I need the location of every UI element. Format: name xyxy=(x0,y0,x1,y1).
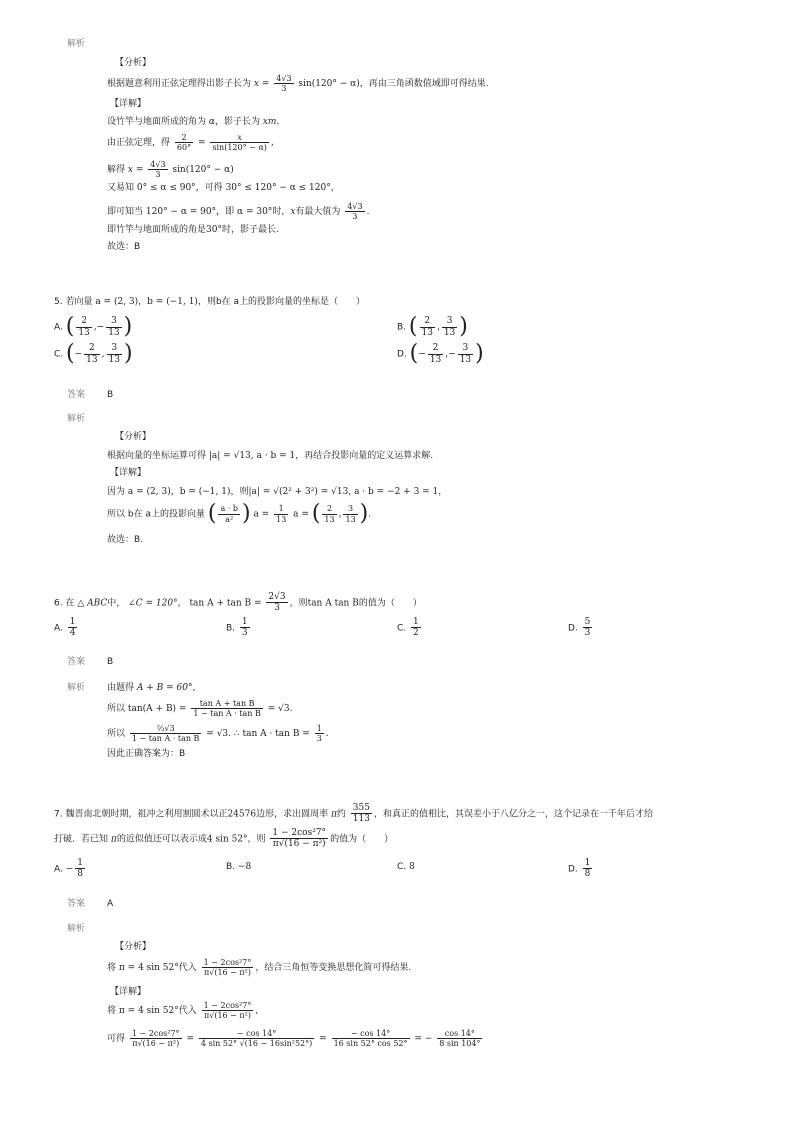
solution-line: 又易知 0° ≤ α ≤ 90°，可得 30° ≤ 120° − α ≤ 120°， xyxy=(107,183,340,193)
option-b[interactable]: B. $\frac{1}{3}$ xyxy=(226,617,248,639)
final-choice: 故选：B. xyxy=(107,535,144,545)
question-5-stem: 5. 若向量 a = (2, 3)，b = (−1, 1)，则b在 a上的投影向量的坐标是（ ） xyxy=(54,297,366,307)
solution-line: 所以 b在 a上的投影向量 ( $\frac{a \cdot b}{\text{a²}}$ ) a = $\frac{1}{13}$ a = ( $\frac{2}{13}$ , $\frac{3}{13}$ ). xyxy=(107,501,372,526)
option-d[interactable]: D. (− $\frac{2}{13}$ ,− $\frac{3}{13}$ ) xyxy=(397,341,484,366)
option-c[interactable]: C. 8 xyxy=(397,862,415,872)
answer-value: B xyxy=(107,657,114,667)
option-a[interactable]: A. − $\frac{1}{8}$ xyxy=(54,858,84,880)
solution-line: 设竹竿与地面所成的角为 α，影子长为 xm. xyxy=(107,117,280,127)
solution-line: 解得 x = $\frac{4√3}{3}$ sin(120° − α) xyxy=(107,160,234,180)
option-b[interactable]: B. −8 xyxy=(226,862,252,872)
fenxi-heading: 【分析】 xyxy=(115,58,152,68)
solution-line: 所以 $\frac{\text{⅔√3}}{\text{1 − tan A · tan B}}$ = √3. ∴ tan A · tan B = $\frac{1}{3}$ . xyxy=(107,724,329,744)
option-a[interactable]: A. $\frac{1}{4}$ xyxy=(54,617,76,639)
solution-line: 因此正确答案为：B xyxy=(107,749,186,759)
answer-value: A xyxy=(107,899,114,909)
option-b[interactable]: B. ( $\frac{2}{13}$ , $\frac{3}{13}$ ) xyxy=(397,314,468,339)
option-c[interactable]: C. $\frac{1}{2}$ xyxy=(397,617,419,639)
fenxi-heading: 【分析】 xyxy=(115,432,152,442)
jiexi-label: 解析 xyxy=(67,39,86,49)
jiexi-label: 解析 xyxy=(67,924,86,934)
solution-line: 因为 a = (2, 3)，b = (−1, 1)，则|a| = √(2² + 3²) = √13, a · b = −2 + 3 = 1， xyxy=(107,487,448,497)
fenxi-text: 将 π = 4 sin 52°代入 $\frac{\text{1 − 2cos²7°}}{\text{π√(16 − π²)}}$ ，结合三角恒等变换思想化简可得结果. xyxy=(107,958,412,978)
option-d[interactable]: D. $\frac{5}{3}$ xyxy=(568,617,591,639)
answer-label: 答案 xyxy=(67,657,86,667)
answer-label: 答案 xyxy=(67,390,86,400)
xiangjie-heading: 【详解】 xyxy=(110,99,147,109)
question-7-stem-line1: 7. 魏晋南北朝时期，祖冲之利用割圆术以正24576边形，求出圆周率 π约 $\frac{355}{113}$ ，和真正的值相比，其误差小于八亿分之一，这个记录在一千年后才给 xyxy=(54,803,653,825)
jiexi-label: 解析 xyxy=(67,414,86,424)
option-c[interactable]: C. (− $\frac{2}{13}$ , $\frac{3}{13}$ ) xyxy=(54,341,133,366)
xiangjie-heading: 【详解】 xyxy=(110,987,147,997)
final-choice: 故选：B xyxy=(107,242,141,252)
xiangjie-heading: 【详解】 xyxy=(110,468,147,478)
answer-value: B xyxy=(107,390,114,400)
answer-label: 答案 xyxy=(67,899,86,909)
solution-line: 将 π = 4 sin 52°代入 $\frac{\text{1 − 2cos²7°}}{\text{π√(16 − π²)}}$ , xyxy=(107,1001,259,1021)
option-d[interactable]: D. $\frac{1}{8}$ xyxy=(568,858,591,880)
option-a[interactable]: A. ( $\frac{2}{13}$ ,− $\frac{3}{13}$ ) xyxy=(54,314,133,339)
solution-line: 即竹竿与地面所成的角是30°时，影子最长. xyxy=(107,225,279,235)
solution-line: 即可知当 120° − α = 90°，即 α = 30°时，x有最大值为 $\frac{4√3}{3}$ . xyxy=(107,202,370,222)
fenxi-text: 根据题意利用正弦定理得出影子长为 x = $\frac{4√3}{3}$ sin(120° − α)，再由三角函数值域即可得结果. xyxy=(107,74,489,94)
solution-line: 由正弦定理，得 $\frac{2}{60^\circ}$ = $\frac{x}{\sin(120^\circ - \alpha)}$ , xyxy=(107,133,274,153)
question-7-stem-line2: 打破．若已知 π的近似值还可以表示成4 sin 52°，则 $\frac{\text{1 − 2cos²7°}}{\text{π√(16 − π²)}}$ 的值为（ ） xyxy=(54,828,394,850)
fenxi-text: 根据向量的坐标运算可得 |a| = √13, a · b = 1，再结合投影向量的定义运算求解. xyxy=(107,451,434,461)
solution-line: 可得 $\frac{\text{1 − 2cos²7°}}{\text{π√(16 − π²)}}$ = $\frac{- \cos 14^\circ}{\text{4 sin 52° √(16 − 16sin²52°)}}$ = $\frac{- \cos 14^\circ}{16 \sin 52^\circ \cos 52^\circ}$ = − $\frac{\cos 14^\circ}{8 \sin 104^\circ}$ xyxy=(107,1029,481,1049)
question-6-stem: 6. 在 △ ABC中， ∠C = 120°， tan A + tan B = $\frac{2√3}{3}$ ，则tan A tan B的值为（ ） xyxy=(54,592,422,614)
jiexi-label: 解析 xyxy=(67,683,86,693)
fenxi-heading: 【分析】 xyxy=(115,942,152,952)
solution-line: 由题得 A + B = 60°, xyxy=(107,683,196,693)
solution-line: 所以 tan(A + B) = $\frac{\text{tan A + tan B}}{\text{1 − tan A · tan B}}$ = √3. xyxy=(107,699,293,719)
